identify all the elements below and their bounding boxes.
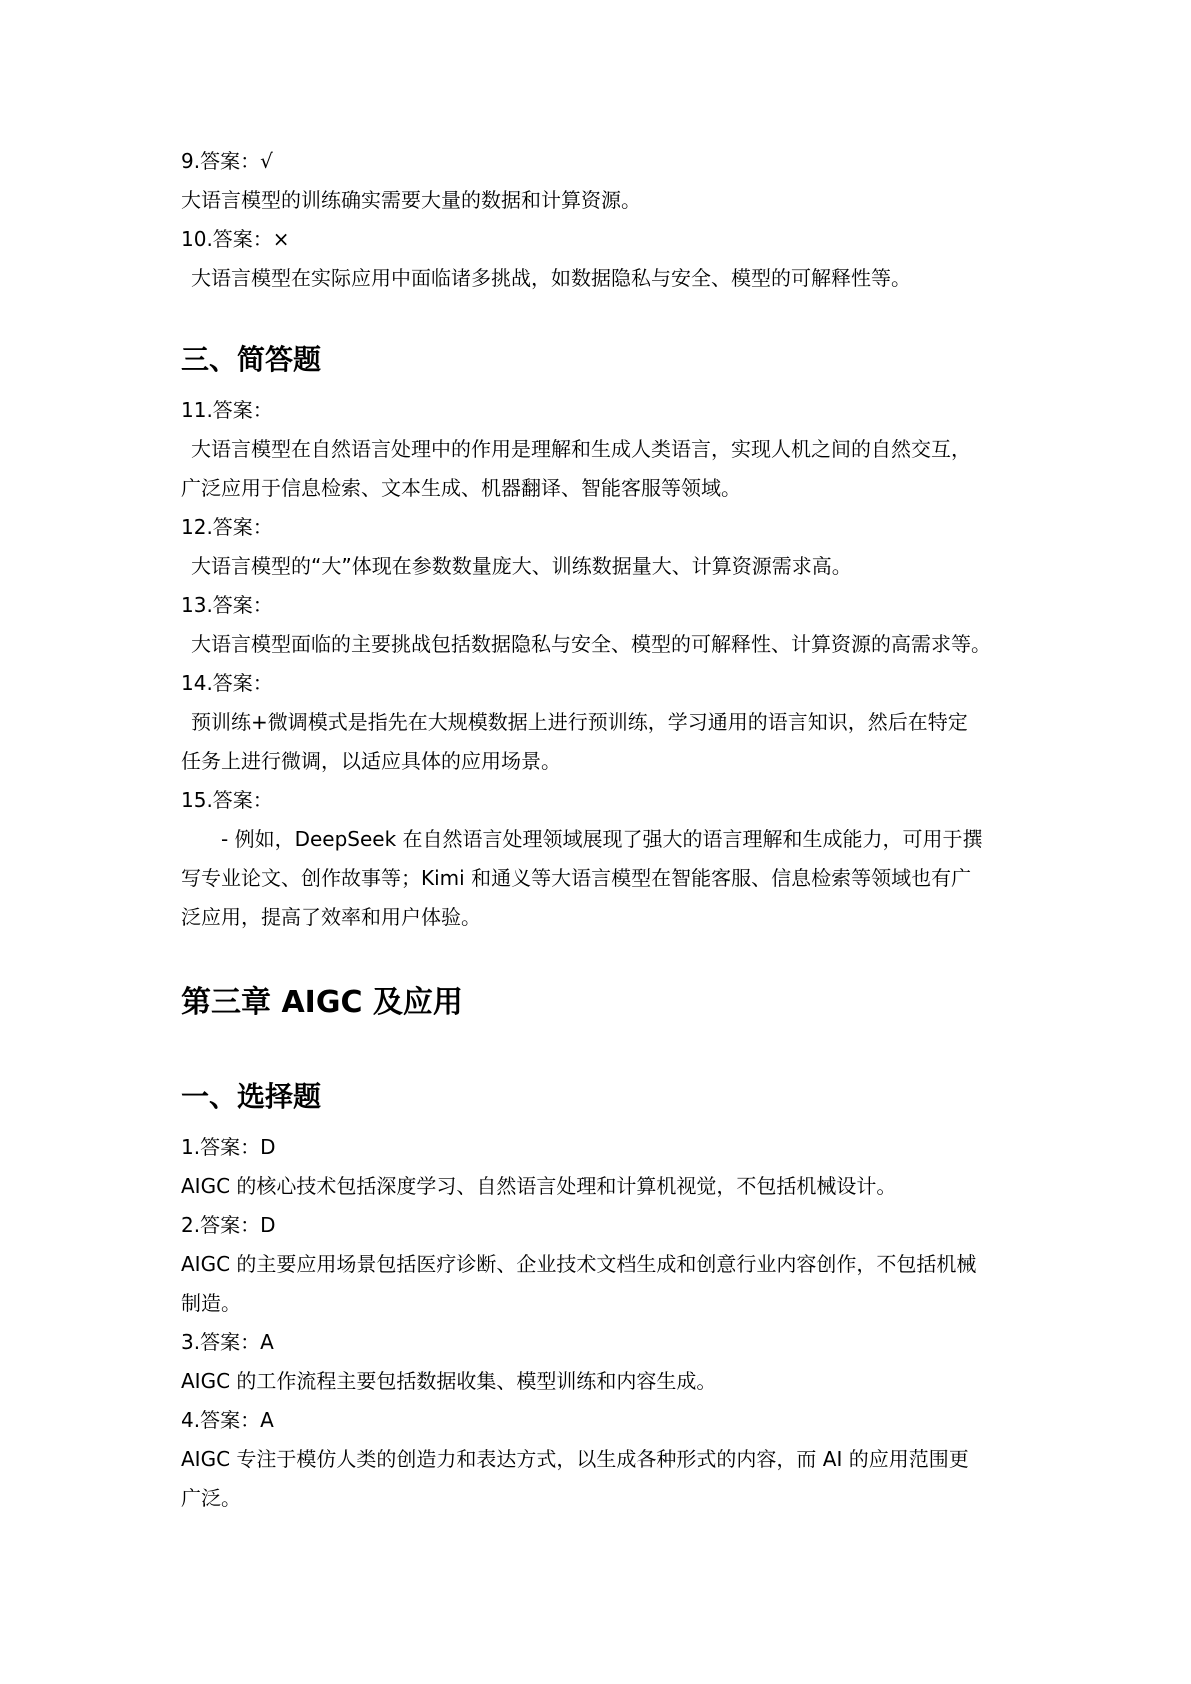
explanation-13-line-1: 大语言模型面临的主要挑战包括数据隐私与安全、模型的可解释性、计算资源的高需求等。	[191, 632, 991, 656]
explanation-2-line-1: AIGC 的主要应用场景包括医疗诊断、企业技术文档生成和创意行业内容创作，不包括机械	[181, 1252, 977, 1276]
section-heading-short-answer: 三、简答题	[181, 343, 322, 376]
explanation-15-line-2: 写专业论文、创作故事等；Kimi 和通义等大语言模型在智能客服、信息检索等领域也有广	[181, 866, 972, 890]
document-page	[181, 148, 1026, 1511]
answer-14: 14.答案：	[181, 671, 273, 695]
answer-10: 10.答案：×	[181, 227, 290, 251]
explanation-3: AIGC 的工作流程主要包括数据收集、模型训练和内容生成。	[181, 1369, 717, 1393]
answer-1: 1.答案：D	[181, 1135, 276, 1159]
answer-2: 2.答案：D	[181, 1213, 276, 1237]
explanation-9: 大语言模型的训练确实需要大量的数据和计算资源。	[181, 188, 641, 212]
explanation-1: AIGC 的核心技术包括深度学习、自然语言处理和计算机视觉，不包括机械设计。	[181, 1174, 897, 1198]
section-heading-multiple-choice: 一、选择题	[181, 1080, 322, 1113]
explanation-4-line-2: 广泛。	[181, 1486, 241, 1510]
answer-11: 11.答案：	[181, 398, 273, 422]
explanation-14-line-1: 预训练+微调模式是指先在大规模数据上进行预训练，学习通用的语言知识，然后在特定	[191, 710, 968, 734]
answer-15: 15.答案：	[181, 788, 273, 812]
explanation-15-line-3: 泛应用，提高了效率和用户体验。	[181, 905, 481, 929]
explanation-12-line-1: 大语言模型的“大”体现在参数数量庞大、训练数据量大、计算资源需求高。	[191, 554, 852, 578]
explanation-11-line-2: 广泛应用于信息检索、文本生成、机器翻译、智能客服等领域。	[181, 476, 741, 500]
answer-4: 4.答案：A	[181, 1408, 274, 1432]
explanation-10: 大语言模型在实际应用中面临诸多挑战，如数据隐私与安全、模型的可解释性等。	[191, 266, 911, 290]
explanation-11-line-1: 大语言模型在自然语言处理中的作用是理解和生成人类语言，实现人机之间的自然交互，	[191, 437, 971, 461]
answer-3: 3.答案：A	[181, 1330, 274, 1354]
answer-12: 12.答案：	[181, 515, 273, 539]
explanation-2-line-2: 制造。	[181, 1291, 241, 1315]
explanation-15-line-1: - 例如，DeepSeek 在自然语言处理领域展现了强大的语言理解和生成能力，可用于撰	[221, 827, 983, 851]
answer-9: 9.答案：√	[181, 149, 273, 173]
chapter-title: 第三章 AIGC 及应用	[181, 985, 463, 1020]
explanation-4-line-1: AIGC 专注于模仿人类的创造力和表达方式，以生成各种形式的内容，而 AI 的应用范围更	[181, 1447, 969, 1471]
answer-13: 13.答案：	[181, 593, 273, 617]
explanation-14-line-2: 任务上进行微调，以适应具体的应用场景。	[181, 749, 561, 773]
